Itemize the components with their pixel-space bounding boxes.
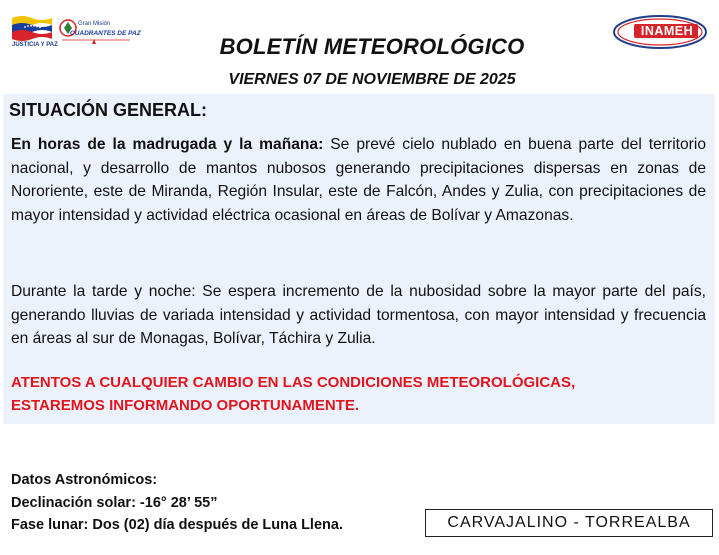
alert-line-2: ESTAREMOS INFORMANDO OPORTUNAMENTE.	[11, 396, 360, 414]
morning-forecast-body: Se prevé cielo nublado en buena parte del territorio nacional, y desarrollo de mantos nubosos generando precipitaciones dispersas en zonas de Nororiente, este de Miranda, Región Insular, este de Falcón, Andes y Zulia, con precipitaciones de mayor intensidad y actividad eléctrica ocasional en áreas de Bolívar y Amazonas.	[11, 136, 706, 224]
bulletin-date: VIERNES 07 DE NOVIEMBRE DE 2025	[228, 71, 516, 88]
alert-line-1: ATENTOS A CUALQUIER CAMBIO EN LAS CONDICIONES METEOROLÓGICAS,	[11, 374, 576, 391]
situation-heading: SITUACIÓN GENERAL:	[9, 100, 207, 120]
morning-forecast-paragraph	[11, 133, 706, 227]
gran-mision-text: Gran Misión	[78, 21, 111, 27]
solar-declination: Declinación solar: -16° 28’ 55”	[11, 494, 218, 511]
morning-forecast-lead: En horas de la madrugada y la mañana:	[11, 136, 324, 153]
bulletin-title: BOLETÍN METEOROLÓGICO	[219, 34, 525, 59]
astronomical-data	[11, 469, 343, 537]
evening-forecast-paragraph: Durante la tarde y noche: Se espera incremento de la nubosidad sobre la mayor parte del país, generando lluvias de variada intensidad y actividad tormentosa, con mayor intensidad y frecuencia en áreas al sur de Monagas, Bolívar, Táchira y Zulia.	[11, 283, 706, 347]
moon-phase: Fase lunar: Dos (02) día después de Luna Llena.	[11, 517, 343, 533]
astronomical-heading: Datos Astronómicos:	[11, 472, 158, 488]
alert-notice	[11, 372, 701, 417]
authors-box: CARVAJALINO - TORREALBA	[425, 509, 713, 537]
justicia-y-paz-caption: JUSTICIA Y PAZ	[12, 42, 58, 48]
inameh-wordmark: INAMEH	[640, 24, 694, 38]
cuadrantes-de-paz-text: CUADRANTES DE PAZ	[70, 30, 141, 37]
